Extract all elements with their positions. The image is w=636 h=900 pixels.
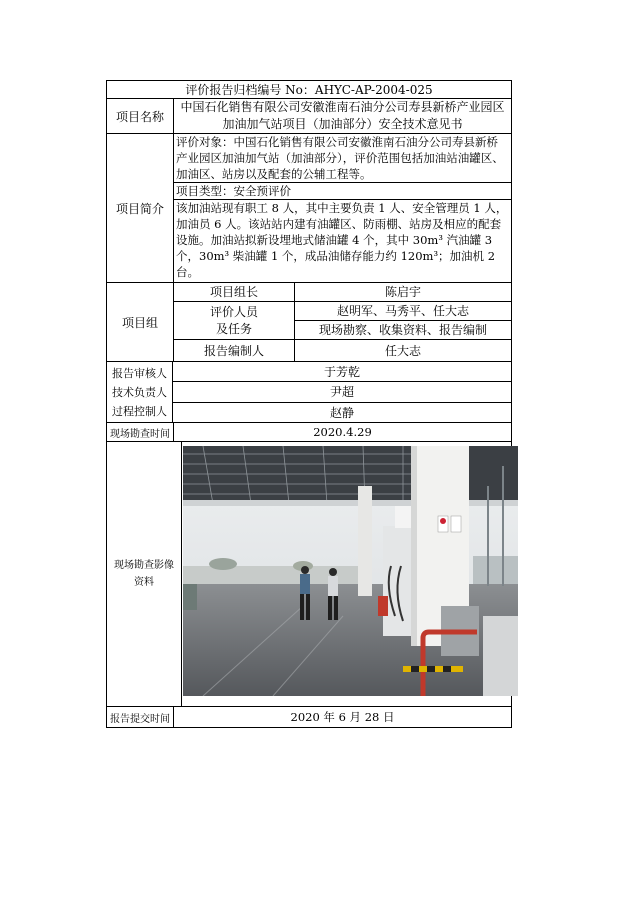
- project-team-table: [174, 283, 511, 361]
- project-intro-row: [107, 133, 511, 282]
- review-labels: [107, 362, 173, 422]
- survey-date: 2020.4.29: [313, 425, 372, 439]
- submit-date: 2020 年 6 月 28 日: [290, 710, 395, 724]
- survey-photo-label: 现场勘查影像资料: [107, 442, 182, 706]
- project-name-line1: 中国石化销售有限公司安徽淮南石油分公司寿县新桥产业园区: [180, 100, 505, 114]
- evaluation-object: 评价对象：中国石化销售有限公司安徽淮南石油分公司寿县新桥产业园区加油加气站（加油部分），评价范围包括加油站油罐区、加油区、站房以及配套的公辅工程等。: [176, 135, 504, 181]
- report-author: 任大志: [384, 343, 421, 358]
- project-intro-label: 项目简介: [107, 134, 174, 282]
- tech-lead: 尹超: [173, 381, 511, 401]
- project-name-row: [107, 98, 511, 133]
- tech-lead-label: 技术负责人: [112, 385, 167, 399]
- project-name-value: [174, 99, 511, 133]
- survey-date-label: 现场勘查时间: [107, 423, 174, 441]
- project-team-row: [107, 282, 511, 361]
- station-description: 该加油站现有职工 8 人，其中主要负责 1 人、安全管理员 1 人，加油员 6 人。该站站内建有油罐区、防雨棚、站房及相应的配套设施。加油站拟新设埋地式储油罐 4 个，其中 30m³ 汽油罐 3 个，30m³ 柴油罐 1 个，成品油储存能力约 120m³；加油机 2 台。: [174, 199, 511, 282]
- auditor: 于芳乾: [323, 365, 360, 380]
- archive-number: 评价报告归档编号 No：AHYC-AP-2004-025: [185, 83, 433, 97]
- project-intro-content: [174, 134, 511, 282]
- project-name-label: 项目名称: [107, 99, 174, 133]
- survey-photo-cell: [182, 442, 511, 706]
- review-row: [107, 361, 511, 422]
- review-values: [173, 362, 511, 422]
- project-team-label: 项目组: [107, 283, 174, 361]
- process-controller-label: 过程控制人: [112, 404, 167, 418]
- team-leader: 陈启宇: [384, 284, 421, 299]
- archive-number-row: [107, 81, 511, 98]
- submit-date-label: 报告提交时间: [107, 707, 174, 727]
- team-tasks: 现场勘察、收集资料、报告编制: [295, 320, 511, 339]
- process-controller: 赵静: [173, 402, 511, 422]
- project-type: 项目类型：安全预评价: [174, 182, 511, 199]
- team-members-stack: [295, 302, 511, 340]
- survey-photo-row: [107, 441, 511, 706]
- survey-date-row: [107, 422, 511, 441]
- team-members-label: 评价人员 及任务: [174, 302, 295, 340]
- team-members-row: [174, 301, 511, 340]
- team-members: 赵明军、马秀平、任大志: [336, 303, 469, 318]
- project-name-line2: 加油加气站项目（加油部分）安全技术意见书: [222, 117, 463, 131]
- report-author-row: [174, 339, 511, 361]
- report-author-label: 报告编制人: [174, 340, 295, 361]
- team-leader-label: 项目组长: [174, 283, 295, 301]
- gas-station-photo: [183, 446, 518, 696]
- team-leader-row: [174, 283, 511, 301]
- submit-date-row: [107, 706, 511, 727]
- auditor-label: 报告审核人: [112, 367, 167, 381]
- safety-opinion-form: [106, 80, 512, 728]
